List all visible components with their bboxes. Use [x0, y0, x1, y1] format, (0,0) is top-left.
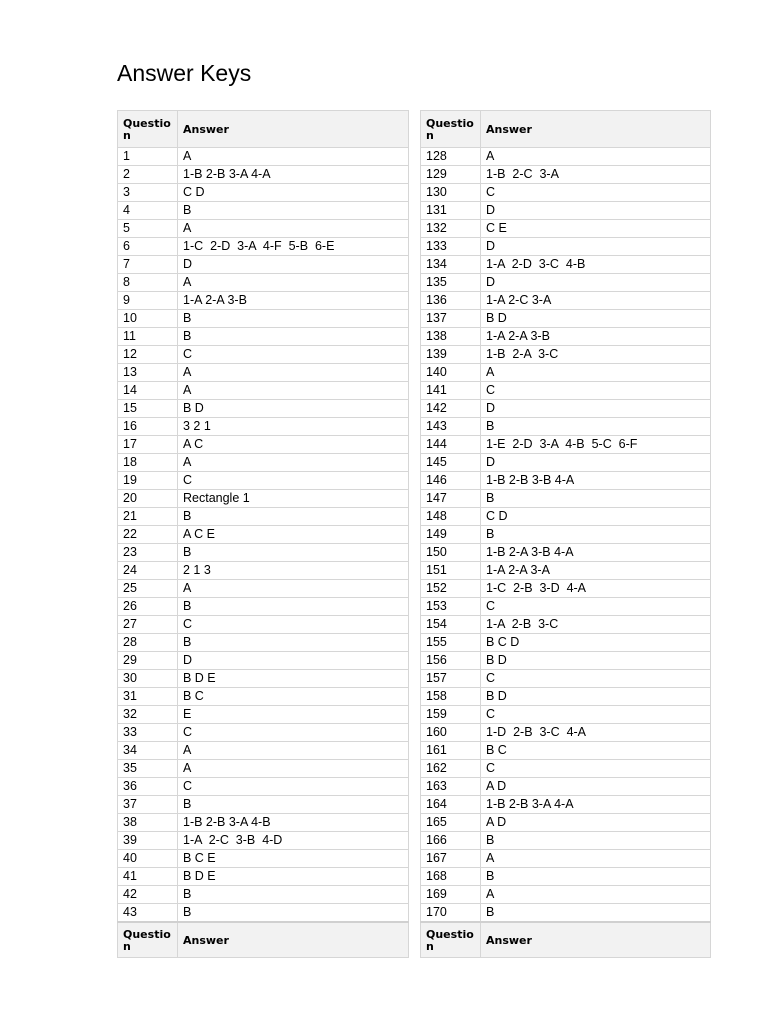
answer-cell: A	[481, 886, 711, 904]
table-row	[118, 256, 409, 274]
answer-cell: B D E	[178, 670, 409, 688]
question-number-cell: 145	[421, 454, 481, 472]
answer-cell: B	[481, 904, 711, 923]
answer-cell: 1-E 2-D 3-A 4-B 5-C 6-F	[481, 436, 711, 454]
answer-cell: B C	[178, 688, 409, 706]
question-number-cell: 130	[421, 184, 481, 202]
answer-cell: 1-A 2-B 3-C	[481, 616, 711, 634]
answer-cell: B	[178, 796, 409, 814]
table-row	[118, 490, 409, 508]
question-number-cell: 37	[118, 796, 178, 814]
answer-cell: D	[481, 274, 711, 292]
answer-cell: B D	[481, 652, 711, 670]
answer-cell: B	[178, 904, 409, 923]
question-number-cell: 162	[421, 760, 481, 778]
question-number-cell: 15	[118, 400, 178, 418]
question-number-cell: 151	[421, 562, 481, 580]
question-number-cell: 150	[421, 544, 481, 562]
table-footer-row	[421, 922, 711, 957]
table-footer-row	[118, 922, 409, 957]
table-row	[118, 310, 409, 328]
question-number-cell: 153	[421, 598, 481, 616]
question-number-cell: 41	[118, 868, 178, 886]
table-row	[118, 292, 409, 310]
answer-cell: Rectangle 1	[178, 490, 409, 508]
answer-cell: 1-B 2-A 3-B 4-A	[481, 544, 711, 562]
answer-cell: 1-A 2-C 3-A	[481, 292, 711, 310]
answer-cell: B	[481, 418, 711, 436]
question-number-cell: 31	[118, 688, 178, 706]
question-number-cell: 35	[118, 760, 178, 778]
question-number-cell: 38	[118, 814, 178, 832]
table-row	[118, 688, 409, 706]
answer-column-header: Answer	[481, 111, 711, 148]
answer-cell: 1-C 2-B 3-D 4-A	[481, 580, 711, 598]
table-row	[421, 598, 711, 616]
table-row	[118, 418, 409, 436]
question-number-cell: 1	[118, 148, 178, 166]
question-number-cell: 21	[118, 508, 178, 526]
question-number-cell: 40	[118, 850, 178, 868]
table-row	[118, 220, 409, 238]
answer-column-footer: Answer	[481, 922, 711, 957]
table-row	[118, 580, 409, 598]
answer-cell: B D E	[178, 868, 409, 886]
question-number-cell: 141	[421, 382, 481, 400]
table-row	[421, 886, 711, 904]
answer-cell: 1-A 2-A 3-A	[481, 562, 711, 580]
answer-cell: A	[178, 454, 409, 472]
question-number-cell: 23	[118, 544, 178, 562]
question-number-cell: 134	[421, 256, 481, 274]
table-row	[421, 778, 711, 796]
question-number-cell: 36	[118, 778, 178, 796]
answer-cell: C	[481, 598, 711, 616]
answer-cell: C	[178, 472, 409, 490]
table-row	[118, 616, 409, 634]
answer-cell: A	[178, 580, 409, 598]
answer-cell: D	[481, 202, 711, 220]
answer-cell: C	[481, 706, 711, 724]
table-row	[421, 544, 711, 562]
question-column-footer: Question	[421, 922, 481, 957]
answer-cell: A	[178, 148, 409, 166]
answer-key-table-right	[420, 110, 711, 958]
answer-cell: 1-B 2-B 3-A 4-A	[481, 796, 711, 814]
question-number-cell: 27	[118, 616, 178, 634]
table-row	[421, 292, 711, 310]
question-number-cell: 136	[421, 292, 481, 310]
question-number-cell: 158	[421, 688, 481, 706]
question-number-cell: 17	[118, 436, 178, 454]
table-row	[118, 400, 409, 418]
answer-cell: C E	[481, 220, 711, 238]
table-row	[421, 346, 711, 364]
answer-cell: B D	[481, 310, 711, 328]
table-row	[118, 526, 409, 544]
question-number-cell: 152	[421, 580, 481, 598]
answer-cell: C D	[178, 184, 409, 202]
table-row	[421, 328, 711, 346]
answer-cell: D	[481, 454, 711, 472]
answer-cell: B D	[178, 400, 409, 418]
answer-cell: 1-A 2-A 3-B	[178, 292, 409, 310]
table-row	[421, 220, 711, 238]
table-row	[118, 364, 409, 382]
question-number-cell: 14	[118, 382, 178, 400]
question-number-cell: 24	[118, 562, 178, 580]
answer-cell: B	[481, 832, 711, 850]
question-number-cell: 7	[118, 256, 178, 274]
answer-cell: A	[481, 148, 711, 166]
table-row	[421, 832, 711, 850]
question-number-cell: 131	[421, 202, 481, 220]
question-number-cell: 139	[421, 346, 481, 364]
table-row	[118, 760, 409, 778]
question-number-cell: 147	[421, 490, 481, 508]
answer-cell: B D	[481, 688, 711, 706]
question-number-cell: 9	[118, 292, 178, 310]
table-row	[421, 706, 711, 724]
answer-cell: 1-B 2-A 3-C	[481, 346, 711, 364]
question-number-cell: 168	[421, 868, 481, 886]
table-row	[421, 580, 711, 598]
table-row	[421, 256, 711, 274]
answer-cell: 1-D 2-B 3-C 4-A	[481, 724, 711, 742]
question-number-cell: 6	[118, 238, 178, 256]
answer-cell: 1-B 2-B 3-A 4-B	[178, 814, 409, 832]
question-column-header: Question	[421, 111, 481, 148]
table-row	[118, 868, 409, 886]
table-row	[421, 508, 711, 526]
question-number-cell: 144	[421, 436, 481, 454]
question-number-cell: 10	[118, 310, 178, 328]
table-row	[421, 616, 711, 634]
table-row	[421, 850, 711, 868]
table-row	[118, 652, 409, 670]
answer-cell: A	[178, 382, 409, 400]
answer-cell: C D	[481, 508, 711, 526]
answer-cell: 1-A 2-A 3-B	[481, 328, 711, 346]
question-number-cell: 169	[421, 886, 481, 904]
question-number-cell: 33	[118, 724, 178, 742]
table-row	[421, 148, 711, 166]
table-row	[118, 328, 409, 346]
table-row	[421, 868, 711, 886]
answer-cell: 1-B 2-B 3-B 4-A	[481, 472, 711, 490]
table-row	[421, 310, 711, 328]
answer-cell: B	[178, 634, 409, 652]
table-row	[118, 454, 409, 472]
table-row	[118, 670, 409, 688]
table-row	[421, 364, 711, 382]
answer-cell: D	[481, 238, 711, 256]
answer-cell: B	[481, 526, 711, 544]
question-number-cell: 25	[118, 580, 178, 598]
answer-cell: C	[481, 184, 711, 202]
question-number-cell: 32	[118, 706, 178, 724]
table-row	[421, 688, 711, 706]
table-row	[118, 796, 409, 814]
question-number-cell: 170	[421, 904, 481, 923]
table-row	[421, 202, 711, 220]
question-number-cell: 159	[421, 706, 481, 724]
question-number-cell: 154	[421, 616, 481, 634]
answer-cell: A	[481, 364, 711, 382]
question-number-cell: 28	[118, 634, 178, 652]
table-body	[118, 148, 409, 923]
answer-cell: 1-B 2-C 3-A	[481, 166, 711, 184]
question-number-cell: 5	[118, 220, 178, 238]
question-number-cell: 43	[118, 904, 178, 923]
question-number-cell: 30	[118, 670, 178, 688]
answer-cell: B	[178, 328, 409, 346]
question-number-cell: 137	[421, 310, 481, 328]
answer-cell: C	[178, 346, 409, 364]
answer-cell: A	[178, 274, 409, 292]
question-number-cell: 29	[118, 652, 178, 670]
question-number-cell: 16	[118, 418, 178, 436]
question-number-cell: 165	[421, 814, 481, 832]
table-row	[421, 814, 711, 832]
question-number-cell: 132	[421, 220, 481, 238]
question-number-cell: 163	[421, 778, 481, 796]
answer-cell: B	[178, 508, 409, 526]
answer-cell: 1-B 2-B 3-A 4-A	[178, 166, 409, 184]
question-number-cell: 156	[421, 652, 481, 670]
answer-cell: C	[178, 616, 409, 634]
answer-cell: C	[481, 382, 711, 400]
question-number-cell: 161	[421, 742, 481, 760]
question-number-cell: 8	[118, 274, 178, 292]
table-row	[421, 454, 711, 472]
answer-key-table-left	[117, 110, 409, 958]
question-number-cell: 157	[421, 670, 481, 688]
page-title: Answer Keys	[117, 60, 252, 86]
table-row	[118, 778, 409, 796]
answer-cell: B C E	[178, 850, 409, 868]
table-row	[118, 148, 409, 166]
table-header-row	[421, 111, 711, 148]
table-row	[118, 904, 409, 923]
answer-cell: 1-C 2-D 3-A 4-F 5-B 6-E	[178, 238, 409, 256]
table-row	[118, 544, 409, 562]
table-row	[421, 760, 711, 778]
table-row	[118, 706, 409, 724]
table-row	[421, 490, 711, 508]
question-number-cell: 135	[421, 274, 481, 292]
table-row	[118, 634, 409, 652]
table-row	[421, 382, 711, 400]
answer-cell: D	[178, 256, 409, 274]
answer-cell: C	[178, 778, 409, 796]
answer-cell: B	[481, 490, 711, 508]
answer-cell: A C	[178, 436, 409, 454]
question-column-header: Question	[118, 111, 178, 148]
answer-cell: B	[178, 202, 409, 220]
table-row	[118, 508, 409, 526]
answer-cell: 1-A 2-C 3-B 4-D	[178, 832, 409, 850]
question-number-cell: 146	[421, 472, 481, 490]
question-number-cell: 160	[421, 724, 481, 742]
question-number-cell: 128	[421, 148, 481, 166]
question-number-cell: 34	[118, 742, 178, 760]
answer-cell: C	[481, 670, 711, 688]
table-row	[421, 184, 711, 202]
question-number-cell: 133	[421, 238, 481, 256]
table-row	[421, 418, 711, 436]
table-row	[421, 904, 711, 923]
table-row	[118, 382, 409, 400]
answer-cell: B	[178, 598, 409, 616]
answer-cell: 2 1 3	[178, 562, 409, 580]
answer-cell: C	[178, 724, 409, 742]
question-number-cell: 2	[118, 166, 178, 184]
question-number-cell: 129	[421, 166, 481, 184]
table-row	[118, 886, 409, 904]
answer-cell: B	[178, 310, 409, 328]
question-number-cell: 19	[118, 472, 178, 490]
table-row	[421, 238, 711, 256]
table-row	[118, 184, 409, 202]
table-row	[421, 742, 711, 760]
answer-cell: A	[178, 220, 409, 238]
table-row	[118, 166, 409, 184]
question-number-cell: 12	[118, 346, 178, 364]
table-row	[118, 346, 409, 364]
question-number-cell: 149	[421, 526, 481, 544]
answer-cell: B	[178, 544, 409, 562]
question-number-cell: 143	[421, 418, 481, 436]
question-number-cell: 155	[421, 634, 481, 652]
table-row	[421, 436, 711, 454]
answer-cell: E	[178, 706, 409, 724]
table-row	[421, 562, 711, 580]
answer-cell: B	[481, 868, 711, 886]
question-number-cell: 18	[118, 454, 178, 472]
answer-cell: B	[178, 886, 409, 904]
table-row	[421, 274, 711, 292]
table-row	[118, 814, 409, 832]
table-row	[118, 850, 409, 868]
answer-cell: A	[178, 742, 409, 760]
table-row	[421, 634, 711, 652]
answer-cell: C	[481, 760, 711, 778]
table-row	[421, 166, 711, 184]
answer-cell: D	[178, 652, 409, 670]
question-number-cell: 166	[421, 832, 481, 850]
table-row	[421, 400, 711, 418]
table-row	[421, 796, 711, 814]
table-row	[421, 724, 711, 742]
table-row	[421, 670, 711, 688]
question-number-cell: 13	[118, 364, 178, 382]
question-number-cell: 11	[118, 328, 178, 346]
table-row	[118, 724, 409, 742]
answer-cell: A	[481, 850, 711, 868]
table-row	[421, 652, 711, 670]
question-number-cell: 26	[118, 598, 178, 616]
table-row	[421, 472, 711, 490]
question-number-cell: 4	[118, 202, 178, 220]
answer-cell: A D	[481, 778, 711, 796]
table-row	[118, 598, 409, 616]
table-row	[118, 274, 409, 292]
table-row	[118, 436, 409, 454]
table-row	[118, 202, 409, 220]
question-number-cell: 20	[118, 490, 178, 508]
table-row	[118, 742, 409, 760]
question-number-cell: 167	[421, 850, 481, 868]
table-row	[421, 526, 711, 544]
question-column-footer: Question	[118, 922, 178, 957]
answer-cell: B C	[481, 742, 711, 760]
question-number-cell: 22	[118, 526, 178, 544]
question-number-cell: 138	[421, 328, 481, 346]
question-number-cell: 148	[421, 508, 481, 526]
answer-cell: 3 2 1	[178, 418, 409, 436]
answer-cell: 1-A 2-D 3-C 4-B	[481, 256, 711, 274]
table-row	[118, 562, 409, 580]
answer-cell: A	[178, 364, 409, 382]
table-body	[421, 148, 711, 923]
answer-column-footer: Answer	[178, 922, 409, 957]
table-row	[118, 472, 409, 490]
question-number-cell: 164	[421, 796, 481, 814]
answer-cell: A C E	[178, 526, 409, 544]
question-number-cell: 140	[421, 364, 481, 382]
table-row	[118, 832, 409, 850]
answer-cell: D	[481, 400, 711, 418]
question-number-cell: 3	[118, 184, 178, 202]
question-number-cell: 142	[421, 400, 481, 418]
answer-column-header: Answer	[178, 111, 409, 148]
answer-cell: A D	[481, 814, 711, 832]
question-number-cell: 39	[118, 832, 178, 850]
question-number-cell: 42	[118, 886, 178, 904]
table-row	[118, 238, 409, 256]
answer-cell: B C D	[481, 634, 711, 652]
table-header-row	[118, 111, 409, 148]
answer-cell: A	[178, 760, 409, 778]
